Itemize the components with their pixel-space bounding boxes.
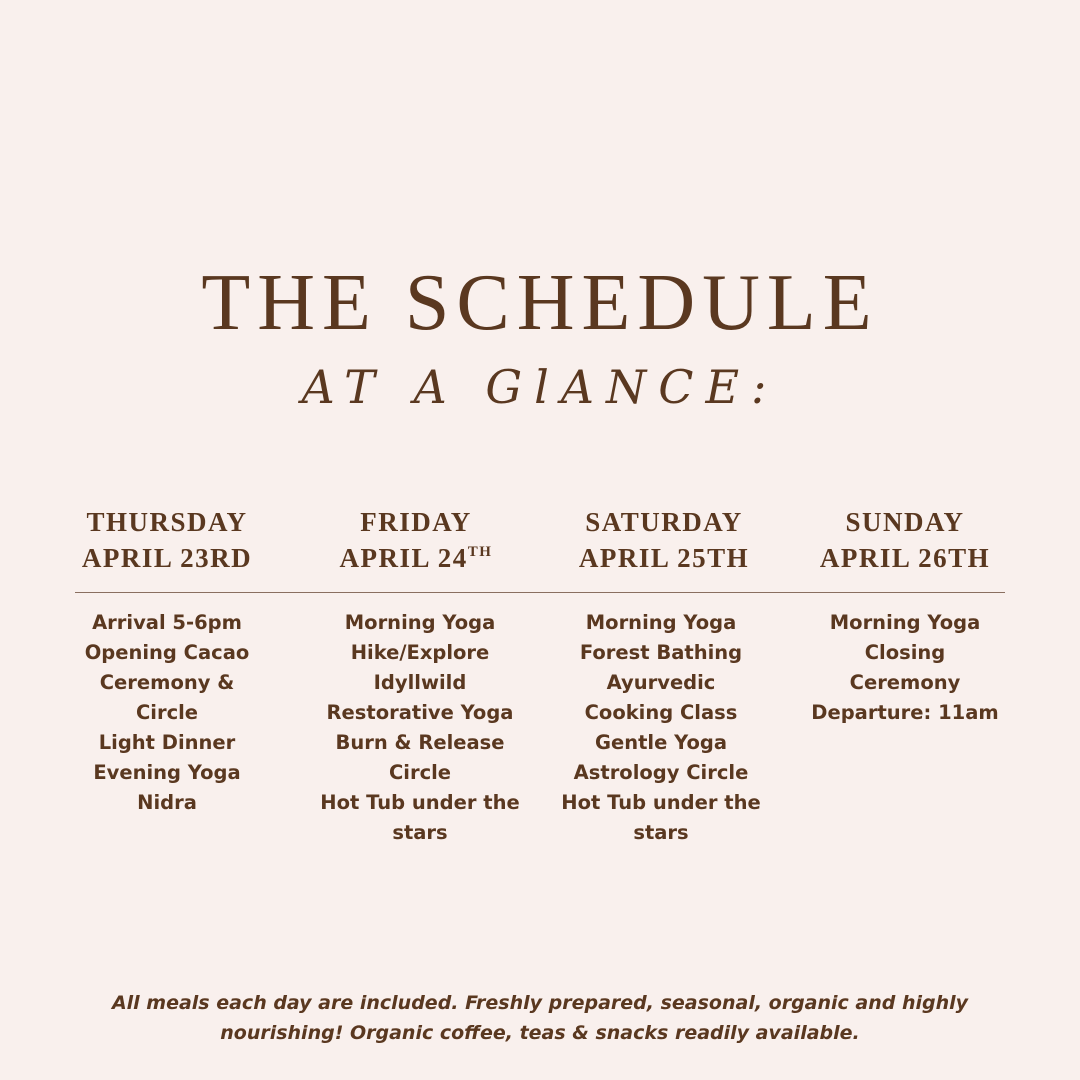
activity-item: Circle xyxy=(135,701,199,724)
day-date: APRIL 23RD xyxy=(81,543,253,573)
activity-item: Cooking Class xyxy=(584,701,738,724)
day-header-friday xyxy=(301,504,531,576)
activity-item: Restorative Yoga xyxy=(326,701,514,724)
activity-item: Ceremony xyxy=(849,671,961,694)
activity-item: Morning Yoga xyxy=(829,611,981,634)
activity-item: Morning Yoga xyxy=(344,611,496,634)
activity-item: Forest Bathing xyxy=(579,641,743,664)
activity-item: Light Dinner xyxy=(98,731,236,754)
day-date-text: APRIL 24 xyxy=(339,543,468,573)
activity-item: Hot Tub under the xyxy=(320,791,520,814)
day-date-suffix: TH xyxy=(467,544,493,560)
activity-item: Ayurvedic xyxy=(606,671,716,694)
day-date: APRIL 26TH xyxy=(819,543,991,573)
activity-item: Burn & Release xyxy=(335,731,505,754)
activity-item: Opening Cacao xyxy=(84,641,250,664)
activity-list-thursday xyxy=(47,608,287,818)
activity-item: Arrival 5-6pm xyxy=(92,611,242,634)
activity-list-saturday xyxy=(541,608,781,848)
activity-item: Gentle Yoga xyxy=(595,731,727,754)
activity-list-sunday xyxy=(785,608,1025,728)
activity-item: stars xyxy=(633,821,689,844)
day-date: APRIL 25TH xyxy=(578,543,750,573)
header-divider xyxy=(75,592,1005,593)
day-name: SUNDAY xyxy=(845,507,965,537)
day-name: THURSDAY xyxy=(86,507,248,537)
footer-line: All meals each day are included. Freshly prepared, seasonal, organic and highly xyxy=(111,992,969,1014)
day-header-saturday xyxy=(549,504,779,576)
day-date xyxy=(301,540,531,576)
day-header-sunday xyxy=(790,504,1020,576)
footer-line: nourishing! Organic coffee, teas & snacks readily available. xyxy=(220,1022,860,1044)
activity-item: Hike/Explore xyxy=(350,641,490,664)
activity-item: Closing xyxy=(864,641,946,664)
page-title: THE SCHEDULE xyxy=(201,259,879,347)
activity-item: Astrology Circle xyxy=(573,761,749,784)
page-subtitle: AT A GlANCE: xyxy=(301,360,779,414)
day-name: SATURDAY xyxy=(585,507,743,537)
activity-list-friday xyxy=(300,608,540,848)
activity-item: stars xyxy=(392,821,448,844)
activity-item: Morning Yoga xyxy=(585,611,737,634)
activity-item: Hot Tub under the xyxy=(561,791,761,814)
activity-item: Departure: 11am xyxy=(811,701,999,724)
footer-note xyxy=(40,988,1040,1048)
activity-item: Circle xyxy=(388,761,452,784)
activity-item: Evening Yoga xyxy=(93,761,241,784)
day-header-thursday xyxy=(52,504,282,576)
day-name: FRIDAY xyxy=(360,507,472,537)
activity-item: Nidra xyxy=(137,791,197,814)
activity-item: Ceremony & xyxy=(99,671,235,694)
activity-item: Idyllwild xyxy=(373,671,467,694)
